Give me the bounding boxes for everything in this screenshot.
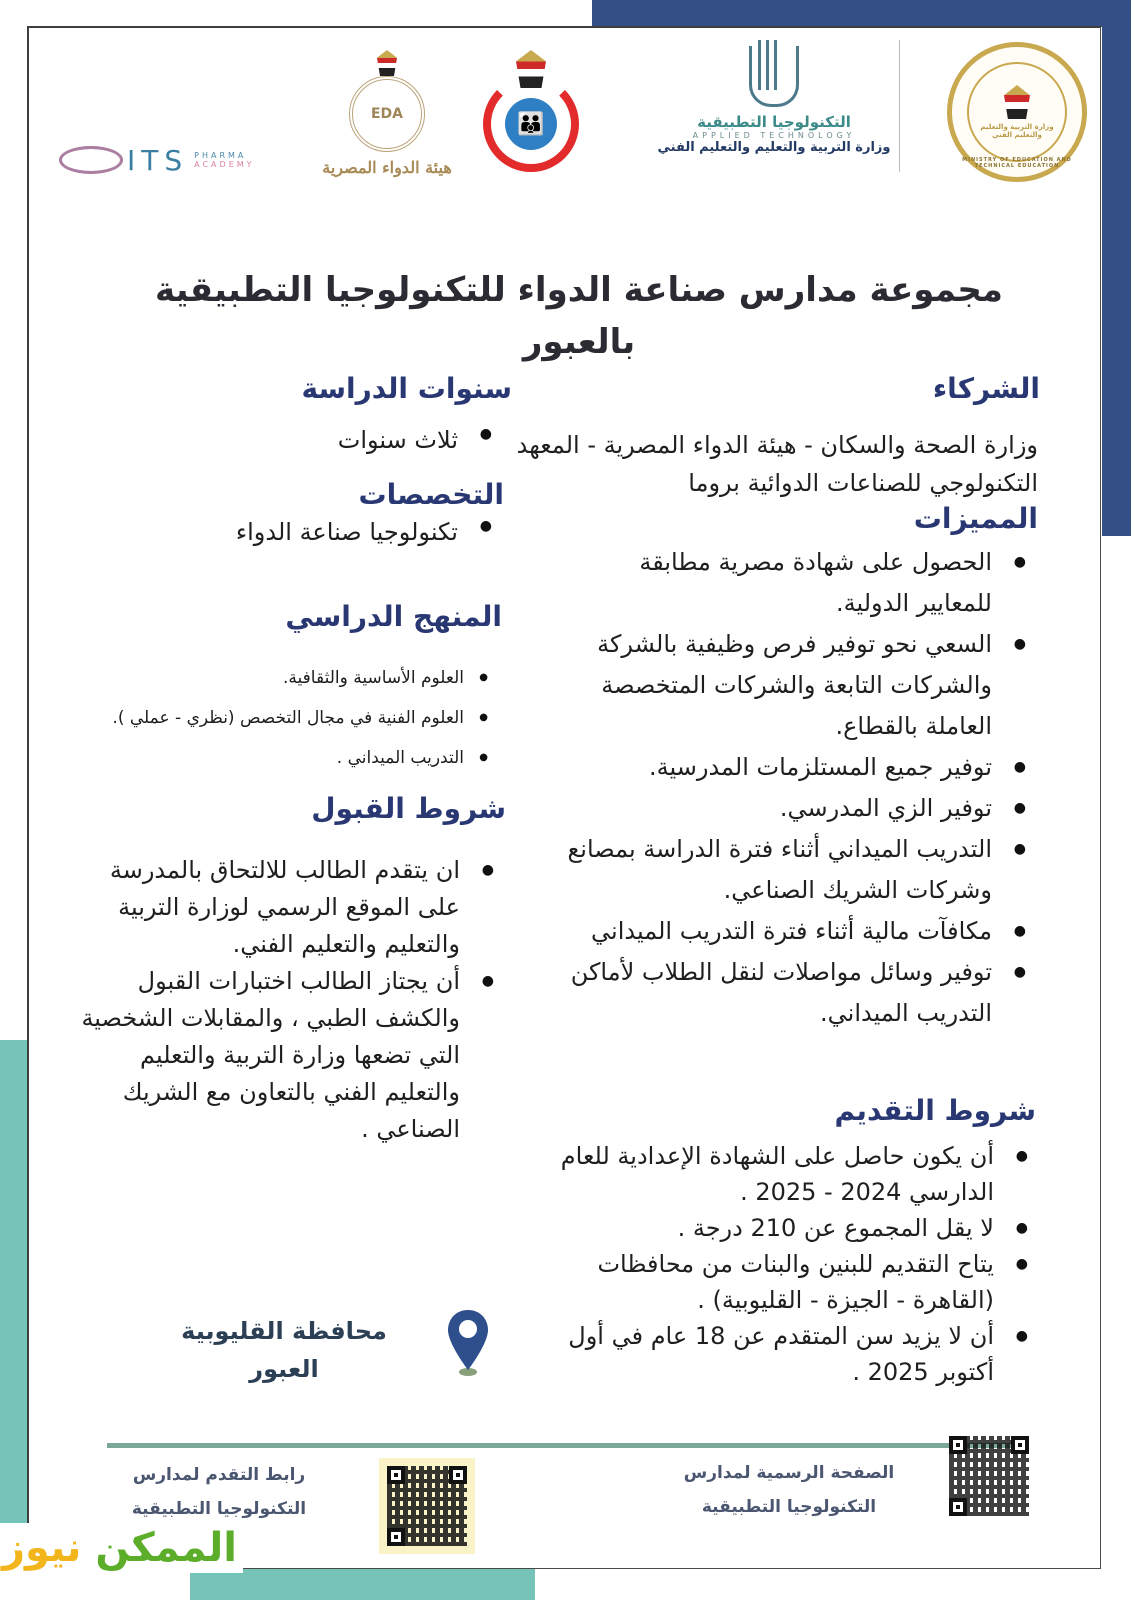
location-governorate: محافظة القليوبية xyxy=(181,1317,387,1345)
features-heading: المميزات xyxy=(913,502,1038,535)
its-pharma-logo xyxy=(59,138,279,182)
eagle-emblem-icon xyxy=(377,50,397,76)
eda-abbr: EDA xyxy=(370,106,404,122)
acceptance-list xyxy=(80,852,500,1148)
official-page-label xyxy=(659,1456,919,1524)
list-item: ● توفير الزي المدرسي. xyxy=(562,788,1032,829)
application-list xyxy=(544,1138,1034,1390)
its-word: ITS xyxy=(127,143,189,177)
list-item: ● الحصول على شهادة مصرية مطابقة للمعايير الدولية. xyxy=(562,542,1032,624)
dna-icon xyxy=(59,142,123,178)
logo-divider xyxy=(899,40,900,172)
apply-link-line-2: التكنولوجيا التطبيقية xyxy=(131,1499,307,1519)
specializations-list xyxy=(158,518,498,546)
official-page-qr-code[interactable] xyxy=(941,1428,1037,1524)
location-block xyxy=(169,1312,399,1388)
acceptance-heading: شروط القبول xyxy=(311,792,506,825)
moe-logo-ring-text: MINISTRY OF EDUCATION AND TECHNICAL EDUCATION xyxy=(962,157,1072,169)
watermark-part-2: نيوز xyxy=(2,1525,82,1571)
list-item: ● مكافآت مالية أثناء فترة التدريب الميداني xyxy=(562,911,1032,952)
moh-logo xyxy=(481,50,581,175)
list-item: ● ان يتقدم الطالب للالتحاق بالمدرسة على الموقع الرسمي لوزارة التربية والتعليم والتعليم الفني. xyxy=(80,852,500,963)
decorative-teal-bar-left xyxy=(0,1040,27,1560)
list-item: ● السعي نحو توفير فرص وظيفية بالشركة والشركات التابعة والشركات المتخصصة العاملة بالقطاع. xyxy=(562,624,1032,747)
decorative-blue-bar-right xyxy=(1102,0,1131,536)
list-item: ● تكنولوجيا صناعة الدواء xyxy=(158,518,498,546)
moe-logo-arabic: وزارة التربية والتعليم والتعليم الفني xyxy=(980,123,1054,139)
study-years-heading: سنوات الدراسة xyxy=(301,372,512,405)
title-line-1: مجموعة مدارس صناعة الدواء للتكنولوجيا التطبيقية xyxy=(155,270,1003,310)
applied-tech-english: APPLIED TECHNOLOGY xyxy=(692,131,856,140)
specializations-heading: التخصصات xyxy=(358,478,504,511)
eda-ring xyxy=(349,76,425,152)
eagle-emblem-icon xyxy=(1004,85,1030,119)
curriculum-heading: المنهج الدراسي xyxy=(285,600,502,633)
curriculum-list xyxy=(0,658,494,778)
map-pin-icon xyxy=(447,1308,489,1378)
apply-qr-code[interactable] xyxy=(379,1458,475,1554)
partners-heading: الشركاء xyxy=(932,372,1040,405)
page-title xyxy=(89,264,1069,368)
location-city: العبور xyxy=(249,1355,319,1383)
flyer-card xyxy=(27,26,1101,1569)
list-item: ● التدريب الميداني . xyxy=(0,738,494,778)
list-item: ● أن يجتاز الطالب اختبارات القبول والكشف الطبي ، والمقابلات الشخصية التي تضعها وزارة التربية والتعليم والتعليم الفني بالتعاون مع الشريك الصناعي . xyxy=(80,963,500,1148)
eagle-emblem-icon xyxy=(516,50,546,88)
moh-crescent xyxy=(483,76,579,172)
footer-divider xyxy=(107,1443,1029,1448)
list-item: ● العلوم الأساسية والثقافية. xyxy=(0,658,494,698)
features-list xyxy=(562,542,1032,1034)
applied-tech-arabic: التكنولوجيا التطبيقية xyxy=(697,113,851,131)
list-item: ● يتاح التقديم للبنين والبنات من محافظات (القاهرة - الجيزة - القليوبية) . xyxy=(544,1246,1034,1318)
list-item: ● العلوم الفنية في مجال التخصص (نظري - عملي ). xyxy=(0,698,494,738)
list-item: ● أن لا يزيد سن المتقدم عن 18 عام في أول أكتوبر 2025 . xyxy=(544,1318,1034,1390)
watermark-part-1: الممكن xyxy=(95,1525,238,1571)
its-pharma: PHARMA xyxy=(194,151,247,160)
list-item: ● أن يكون حاصل على الشهادة الإعدادية للعام الدارسي 2024 - 2025 . xyxy=(544,1138,1034,1210)
official-page-line-1: الصفحة الرسمية لمدارس xyxy=(683,1463,895,1483)
list-item: ● التدريب الميداني أثناء فترة الدراسة بمصانع وشركات الشريك الصناعي. xyxy=(562,829,1032,911)
eda-logo xyxy=(313,50,461,180)
official-page-line-2: التكنولوجيا التطبيقية xyxy=(701,1497,877,1517)
its-academy: ACADEMY xyxy=(194,160,255,169)
moe-logo xyxy=(947,42,1087,182)
list-item: ● توفير جميع المستلزمات المدرسية. xyxy=(562,747,1032,788)
application-heading: شروط التقديم xyxy=(834,1094,1036,1127)
hand-circuit-icon xyxy=(749,46,799,107)
apply-link-label xyxy=(89,1458,349,1526)
list-item: ● ثلاث سنوات xyxy=(238,426,498,454)
partners-text: وزارة الصحة والسكان - هيئة الدواء المصرية - المعهد التكنولوجي للصناعات الدوائية بروما xyxy=(516,431,1038,497)
watermark-logo xyxy=(0,1523,243,1573)
decorative-blue-bar-top xyxy=(592,0,1110,27)
applied-tech-ministry: وزارة التربية والتعليم والتعليم الفني xyxy=(657,140,891,155)
applied-technology-logo xyxy=(654,46,894,176)
study-years-list xyxy=(238,426,498,454)
family-icon: 👪 xyxy=(505,98,557,150)
title-line-2: بالعبور xyxy=(522,322,636,362)
eda-arabic: هيئة الدواء المصرية xyxy=(322,158,452,177)
apply-link-line-1: رابط التقدم لمدارس xyxy=(132,1465,306,1485)
list-item: ● لا يقل المجموع عن 210 درجة . xyxy=(544,1210,1034,1246)
list-item: ● توفير وسائل مواصلات لنقل الطلاب لأماكن التدريب الميداني. xyxy=(562,952,1032,1034)
